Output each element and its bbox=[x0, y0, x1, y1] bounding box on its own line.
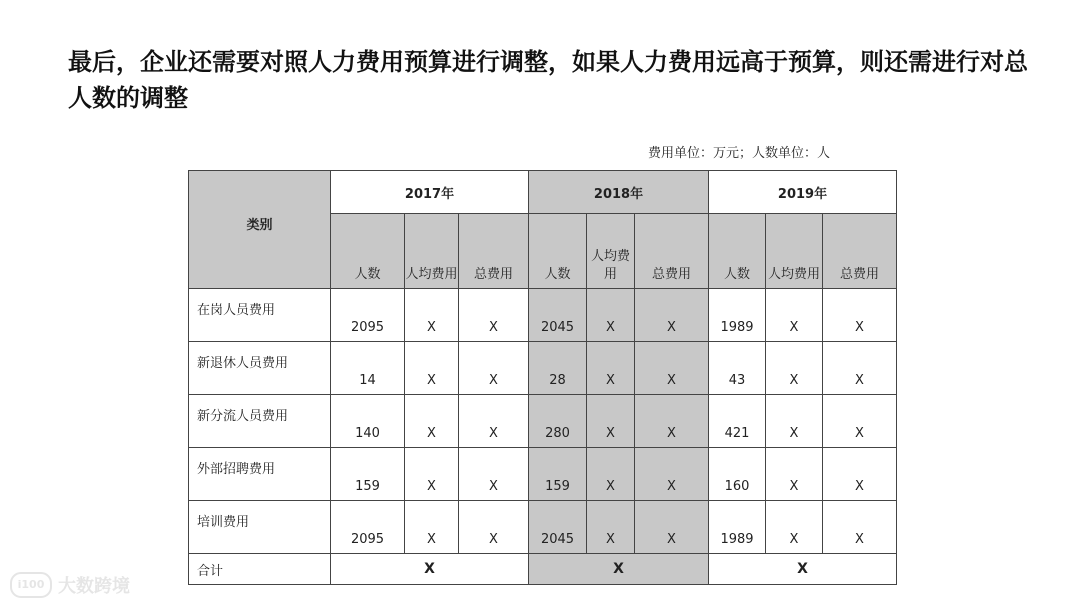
table-row bbox=[189, 448, 897, 501]
cell: 14 bbox=[331, 342, 405, 395]
cell: 2095 bbox=[331, 501, 405, 554]
cell: X bbox=[635, 501, 709, 554]
cell: X bbox=[635, 342, 709, 395]
unit-note: 费用单位：万元；人数单位：人 bbox=[648, 146, 831, 161]
year-header-2019: 2019年 bbox=[709, 171, 897, 214]
total-label: 合计 bbox=[189, 554, 331, 585]
sub-header-headcount: 人数 bbox=[709, 214, 766, 289]
row-label: 外部招聘费用 bbox=[189, 448, 331, 501]
cell: X bbox=[823, 289, 897, 342]
cell: 159 bbox=[529, 448, 587, 501]
cell: 2045 bbox=[529, 289, 587, 342]
total-2019: X bbox=[709, 554, 897, 585]
cell: X bbox=[587, 289, 635, 342]
cell: X bbox=[587, 501, 635, 554]
cell: X bbox=[405, 448, 459, 501]
cell: X bbox=[766, 395, 823, 448]
sub-header-total-cost: 总费用 bbox=[635, 214, 709, 289]
cell: X bbox=[635, 395, 709, 448]
cell: X bbox=[823, 342, 897, 395]
row-label: 新退休人员费用 bbox=[189, 342, 331, 395]
row-label: 在岗人员费用 bbox=[189, 289, 331, 342]
table-row bbox=[189, 395, 897, 448]
cell: X bbox=[459, 448, 529, 501]
cell: X bbox=[587, 448, 635, 501]
cell: 1989 bbox=[709, 501, 766, 554]
sub-header-total-cost: 总费用 bbox=[823, 214, 897, 289]
watermark bbox=[10, 572, 130, 598]
cell: 140 bbox=[331, 395, 405, 448]
cell: 159 bbox=[331, 448, 405, 501]
cell: 1989 bbox=[709, 289, 766, 342]
sub-header-headcount: 人数 bbox=[529, 214, 587, 289]
slide-title: 最后，企业还需要对照人力费用预算进行调整，如果人力费用远高于预算，则还需进行对总人数的调整 bbox=[68, 48, 1028, 112]
table-row bbox=[189, 289, 897, 342]
cell: X bbox=[405, 501, 459, 554]
cell: X bbox=[587, 342, 635, 395]
year-header-row bbox=[189, 171, 897, 214]
cell: X bbox=[405, 395, 459, 448]
cell: X bbox=[823, 448, 897, 501]
cell: 28 bbox=[529, 342, 587, 395]
cell: X bbox=[766, 289, 823, 342]
cell: X bbox=[459, 501, 529, 554]
cell: 2045 bbox=[529, 501, 587, 554]
cell: 2095 bbox=[331, 289, 405, 342]
sub-header-total-cost: 总费用 bbox=[459, 214, 529, 289]
table-row bbox=[189, 342, 897, 395]
cell: X bbox=[766, 448, 823, 501]
cell: X bbox=[405, 342, 459, 395]
cell: 160 bbox=[709, 448, 766, 501]
cell: X bbox=[459, 395, 529, 448]
cell: X bbox=[823, 395, 897, 448]
cell: 421 bbox=[709, 395, 766, 448]
category-header: 类别 bbox=[189, 171, 331, 289]
year-header-2018: 2018年 bbox=[529, 171, 709, 214]
cell: X bbox=[635, 289, 709, 342]
cell: 43 bbox=[709, 342, 766, 395]
year-header-2017: 2017年 bbox=[331, 171, 529, 214]
sub-header-per-capita: 人均费用 bbox=[766, 214, 823, 289]
cell: X bbox=[766, 501, 823, 554]
cell: X bbox=[823, 501, 897, 554]
cell: X bbox=[405, 289, 459, 342]
total-2017: X bbox=[331, 554, 529, 585]
row-label: 培训费用 bbox=[189, 501, 331, 554]
cell: X bbox=[587, 395, 635, 448]
watermark-text: 大数跨境 bbox=[58, 576, 130, 597]
cell: X bbox=[635, 448, 709, 501]
cell: 280 bbox=[529, 395, 587, 448]
watermark-logo: i100 bbox=[10, 572, 52, 598]
cell: X bbox=[766, 342, 823, 395]
sub-header-per-capita: 人均费用 bbox=[405, 214, 459, 289]
budget-table bbox=[188, 170, 897, 585]
sub-header-headcount: 人数 bbox=[331, 214, 405, 289]
row-label: 新分流人员费用 bbox=[189, 395, 331, 448]
total-2018: X bbox=[529, 554, 709, 585]
total-row bbox=[189, 554, 897, 585]
sub-header-per-capita: 人均费用 bbox=[587, 214, 635, 289]
cell: X bbox=[459, 342, 529, 395]
table-row bbox=[189, 501, 897, 554]
cell: X bbox=[459, 289, 529, 342]
